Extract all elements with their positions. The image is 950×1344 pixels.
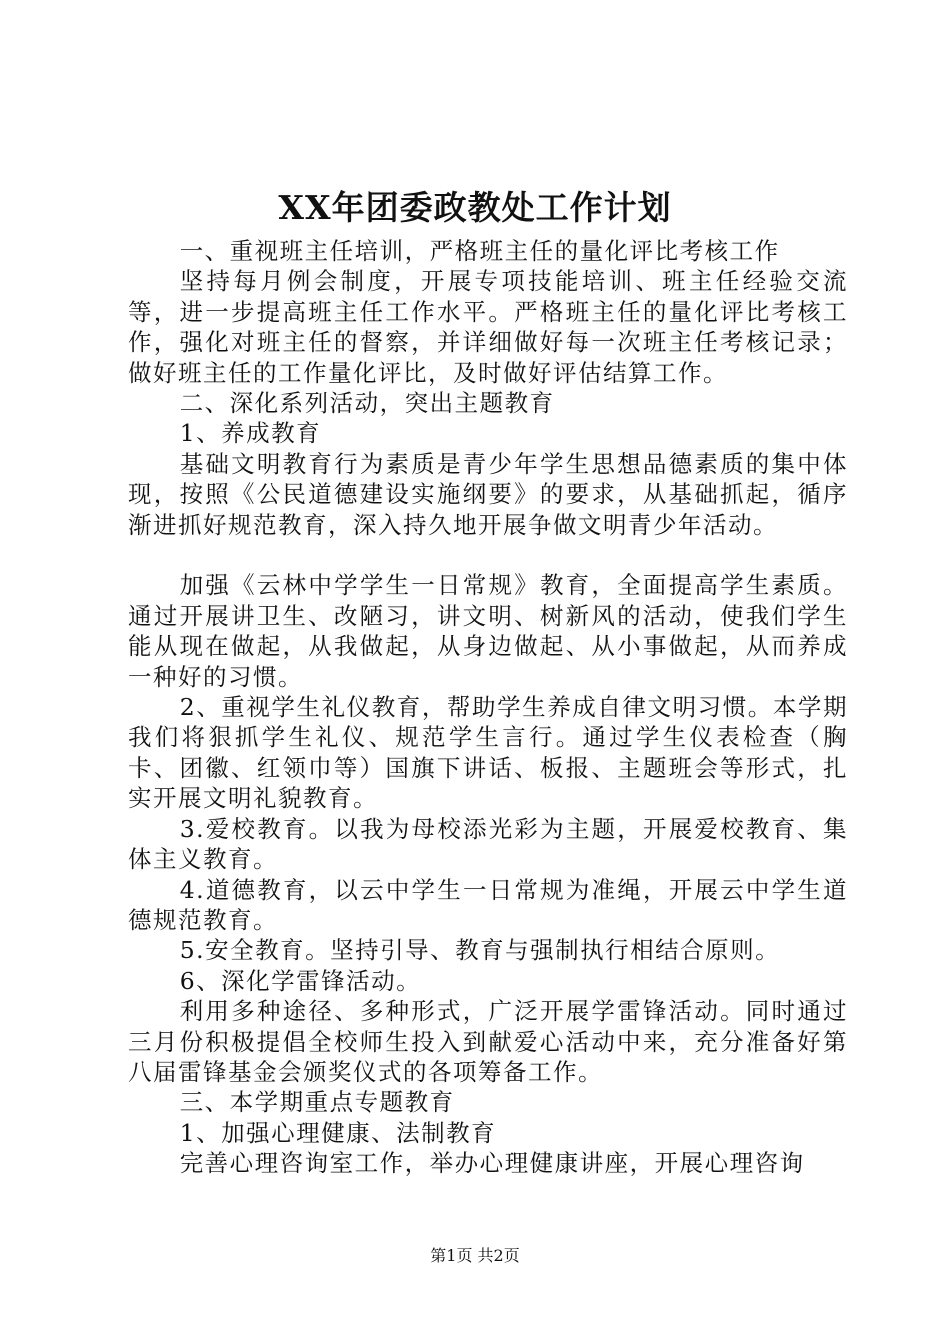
page-number: 第1页 共2页	[430, 1246, 520, 1265]
paragraph-school-love: 3.爱校教育。以我为母校添光彩为主题，开展爱校教育、集体主义教育。	[128, 814, 848, 874]
heading-section-3: 三、本学期重点专题教育	[179, 1088, 455, 1117]
paragraph-lei-feng: 利用多种途径、多种形式，广泛开展学雷锋活动。同时通过三月份积极提倡全校师生投入到献爱心活动中来，充分准备好第八届雷锋基金会颁奖仪式的各项筹备工作。	[128, 997, 848, 1086]
document-title: XX年团委政教处工作计划	[278, 188, 672, 227]
paragraph-safety: 5.安全教育。坚持引导、教育与强制执行相结合原则。	[179, 936, 781, 965]
heading-mental-health: 1、加强心理健康、法制教育	[179, 1118, 497, 1147]
blank-line	[128, 540, 848, 570]
paragraph-etiquette: 2、重视学生礼仪教育，帮助学生养成自律文明习惯。本学期我们将狠抓学生礼仪、规范学生言行。通过学生仪表检查（胸卡、团徽、红领巾等）国旗下讲话、板报、主题班会等形式，扎实开展文明礼貌教育。	[128, 693, 848, 813]
heading-habit-education: 1、养成教育	[179, 419, 322, 448]
paragraph-class-teacher: 坚持每月例会制度，开展专项技能培训、班主任经验交流等，进一步提高班主任工作水平。严格班主任的量化评比考核工作，强化对班主任的督察，并详细做好每一次班主任考核记录；做好班主任的工作量化评比，及时做好评估结算工作。	[128, 267, 848, 387]
paragraph-daily-rules: 加强《云林中学学生一日常规》教育，全面提高学生素质。通过开展讲卫生、改陋习，讲文明、树新风的活动，使我们学生能从现在做起，从我做起，从身边做起、从小事做起，从而养成一种好的习惯。	[128, 571, 848, 691]
document-body	[128, 236, 848, 1179]
paragraph-civility: 基础文明教育行为素质是青少年学生思想品德素质的集中体现，按照《公民道德建设实施纲要》的要求，从基础抓起，循序渐进抓好规范教育，深入持久地开展争做文明青少年活动。	[128, 449, 848, 539]
heading-lei-feng: 6、深化学雷锋活动。	[179, 966, 422, 995]
paragraph-counseling: 完善心理咨询室工作，举办心理健康讲座，开展心理咨询	[179, 1149, 805, 1178]
heading-section-1: 一、重视班主任培训，严格班主任的量化评比考核工作	[179, 237, 780, 265]
paragraph-moral: 4.道德教育，以云中学生一日常规为准绳，开展云中学生道德规范教育。	[128, 875, 848, 934]
heading-section-2: 二、深化系列活动，突出主题教育	[179, 389, 555, 418]
